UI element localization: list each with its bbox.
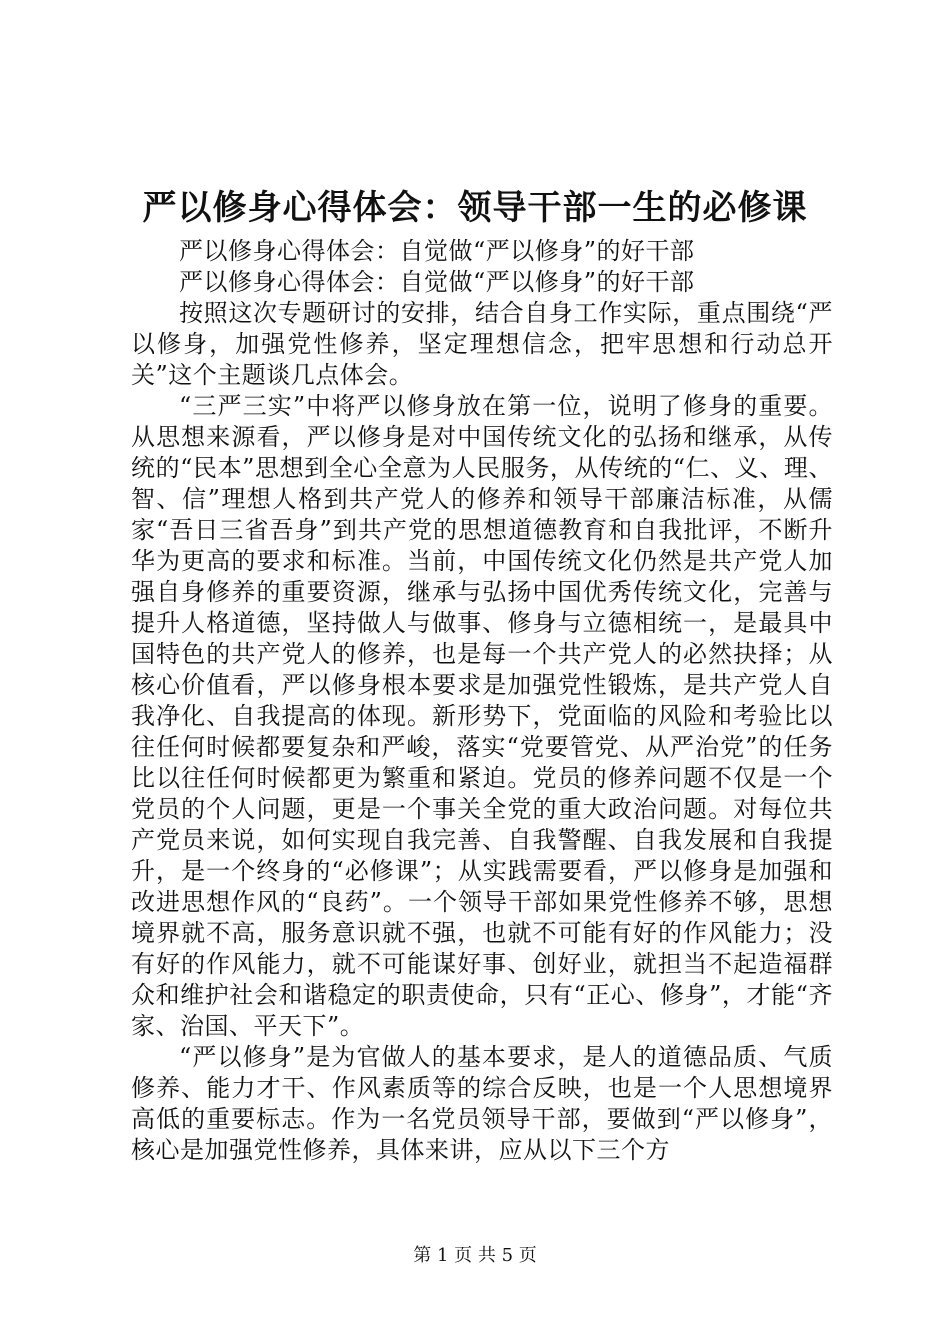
paragraph-requirements: “严以修身”是为官做人的基本要求，是人的道德品质、气质修养、能力才干、作风素质等的综合反映，也是一个人思想境界高低的重要标志。作为一名党员领导干部，要做到“严以修身”，核心是加强党性修养，具体来讲，应从以下三个方 xyxy=(131,1043,833,1164)
document-title: 严以修身心得体会：领导干部一生的必修课 xyxy=(142,188,808,228)
subtitle-line-1: 严以修身心得体会：自觉做“严以修身”的好干部 xyxy=(179,237,695,265)
paragraph-importance: “三严三实”中将严以修身放在第一位，说明了修身的重要。从思想来源看，严以修身是对中国传统文化的弘扬和继承，从传统的“民本”思想到全心全意为人民服务，从传统的“仁、义、理、智、信”理想人格到共产党人的修养和领导干部廉洁标准，从儒家“吾日三省吾身”到共产党的思想道德教育和自我批评，不断升华为更高的要求和标准。当前，中国传统文化仍然是共产党人加强自身修养的重要资源，继承与弘扬中国优秀传统文化，完善与提升人格道德，坚持做人与做事、修身与立德相统一，是最具中国特色的共产党人的修养，也是每一个共产党人的必然抉择；从核心价值看，严以修身根本要求是加强党性锻炼，是共产党人自我净化、自我提高的体现。新形势下，党面临的风险和考验比以往任何时候都要复杂和严峻，落实“党要管党、从严治党”的任务比以往任何时候都更为繁重和紧迫。党员的修养问题不仅是一个党员的个人问题，更是一个事关全党的重大政治问题。对每位共产党员来说，如何实现自我完善、自我警醒、自我发展和自我提升，是一个终身的“必修课”；从实践需要看，严以修身是加强和改进思想作风的“良药”。一个领导干部如果党性修养不够，思想境界就不高，服务意识就不强，也就不可能有好的作风能力；没有好的作风能力，就不可能谋好事、创好业，就担当不起造福群众和维护社会和谐稳定的职责使命，只有“正心、修身”，才能“齐家、治国、平天下”。 xyxy=(131,392,833,1040)
document-body xyxy=(131,236,833,1166)
page-footer: 第 1 页 共 5 页 xyxy=(413,1245,537,1266)
subtitle-line-2: 严以修身心得体会：自觉做“严以修身”的好干部 xyxy=(179,268,695,296)
paragraph-intro: 按照这次专题研讨的安排，结合自身工作实际，重点围绕“严以修身，加强党性修养，坚定理想信念，把牢思想和行动总开关”这个主题谈几点体会。 xyxy=(131,299,833,389)
